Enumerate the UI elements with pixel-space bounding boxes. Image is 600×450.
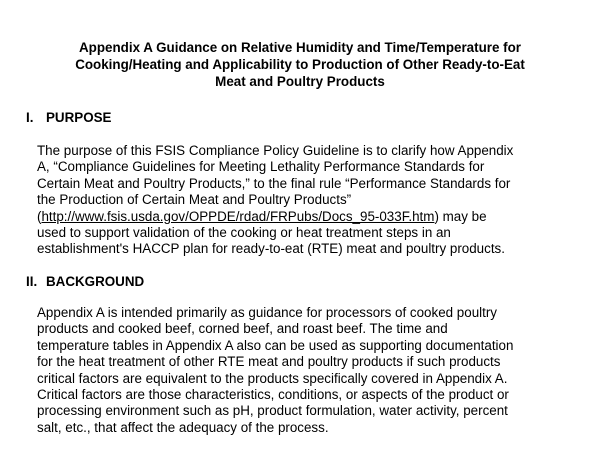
paragraph-line: critical factors are equivalent to the products specifically covered in Appendix A. xyxy=(37,370,508,386)
link-open-paren: ( xyxy=(37,208,42,224)
title-line-1: Appendix A Guidance on Relative Humidity and Time/Temperature for xyxy=(79,40,521,55)
section-title: BACKGROUND xyxy=(46,274,145,289)
title-line-3: Meat and Poultry Products xyxy=(215,74,385,89)
purpose-paragraph xyxy=(37,143,513,258)
paragraph-line: processing environment such as pH, product formulation, water activity, percent xyxy=(37,403,508,419)
section-number: I. xyxy=(26,110,34,125)
paragraph-line: products and cooked beef, corned beef, and roast beef. The time and xyxy=(37,321,448,337)
paragraph-line: A, “Compliance Guidelines for Meeting Lethality Performance Standards for xyxy=(37,159,485,175)
title-line-2: Cooking/Heating and Applicability to Production of Other Ready-to-Eat xyxy=(75,57,525,72)
paragraph-line-with-link xyxy=(37,209,513,225)
paragraph-line: Critical factors are those characteristics, conditions, or aspects of the product or xyxy=(37,387,509,403)
paragraph-line: The purpose of this FSIS Compliance Policy Guideline is to clarify how Appendix xyxy=(37,143,514,158)
background-paragraph xyxy=(37,305,513,436)
paragraph-line: Appendix A is intended primarily as guidance for processors of cooked poultry xyxy=(37,305,498,320)
paragraph-line: salt, etc., that affect the adequacy of the process. xyxy=(37,419,329,435)
link-trailing-text: ) may be xyxy=(434,208,487,224)
section-number: II. xyxy=(26,274,38,289)
paragraph-line: establishment's HACCP plan for ready-to-eat (RTE) meat and poultry products. xyxy=(37,241,505,257)
paragraph-line: temperature tables in Appendix A also can be used as supporting documentation xyxy=(37,337,514,353)
paragraph-line: the Production of Certain Meat and Poultry Products” xyxy=(37,192,352,208)
paragraph-line: for the heat treatment of other RTE meat and poultry products if such products xyxy=(37,354,501,370)
document-title xyxy=(30,39,570,90)
paragraph-line: used to support validation of the cooking or heat treatment steps in an xyxy=(37,225,451,241)
section-heading-background xyxy=(26,273,144,290)
fsis-rule-link[interactable]: http://www.fsis.usda.gov/OPPDE/rdad/FRPubs/Docs_95-033F.htm xyxy=(41,208,435,224)
section-title: PURPOSE xyxy=(46,110,112,125)
section-heading-purpose xyxy=(26,109,111,126)
paragraph-line: Certain Meat and Poultry Products,” to the final rule “Performance Standards for xyxy=(37,175,511,191)
